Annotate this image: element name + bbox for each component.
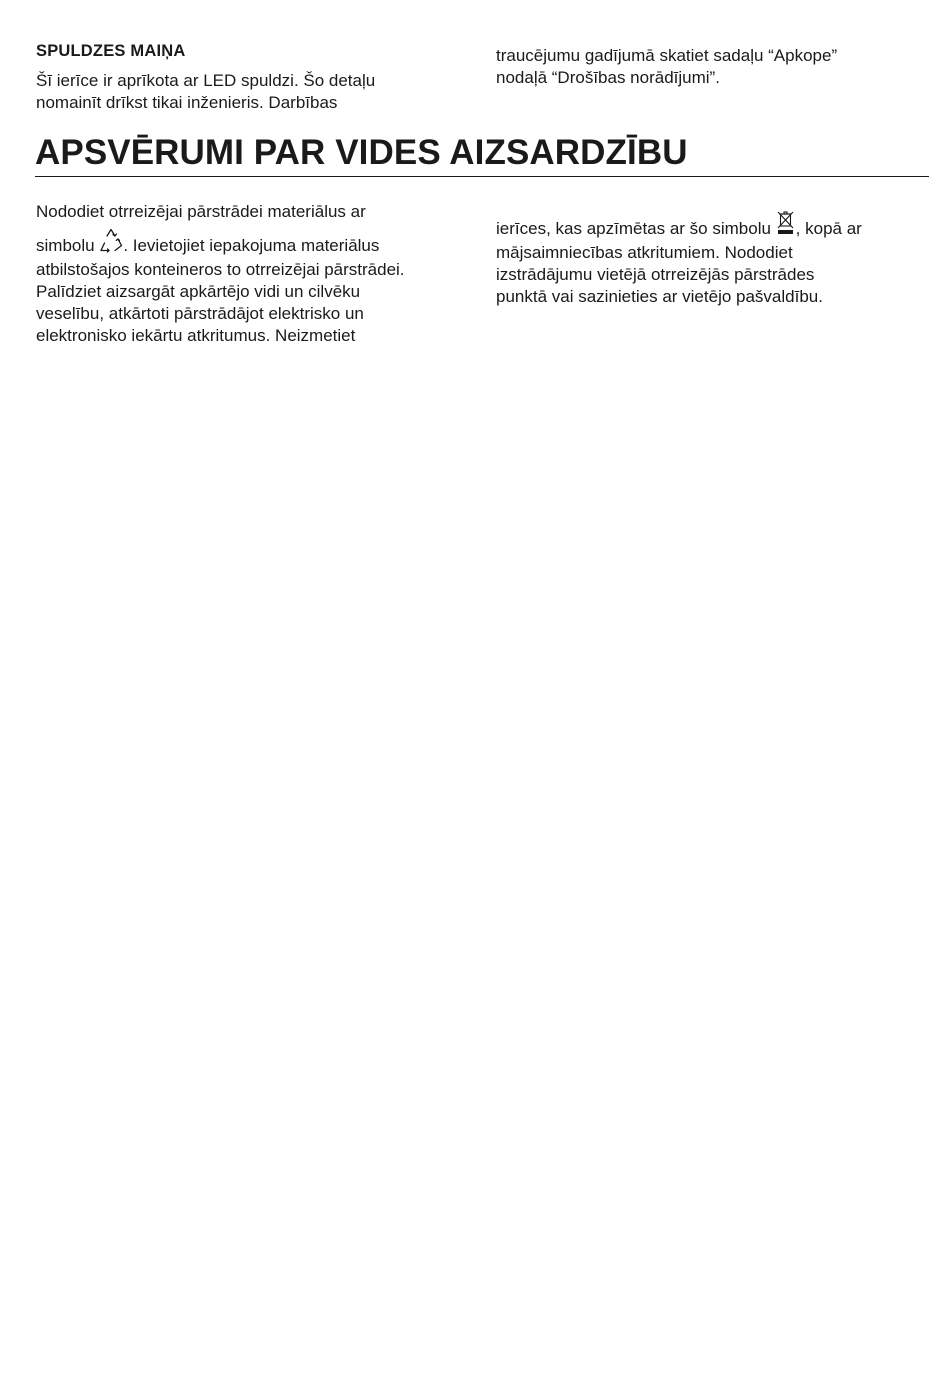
text-fragment: ierīces, kas apzīmētas ar šo simbolu [496,219,776,238]
text-line: Nododiet otrreizējai pārstrādei materiālus ar [36,202,366,221]
text-line-with-icon [496,210,926,242]
environment-text-right [496,210,926,308]
text-fragment: simbolu [36,236,100,255]
text-line: atbilstošajos konteineros to otrreizējai pārstrādei. [36,260,405,279]
text-line: Šī ierīce ir aprīkota ar LED spuldzi. Šo detaļu [36,71,376,90]
text-line: nomainīt drīkst tikai inženieris. Darbības [36,93,338,112]
section-heading-bulb-replacement: SPULDZES MAIŅA [36,42,186,60]
text-line: nodaļā “Drošības norādījumi”. [496,68,720,87]
text-line: traucējumu gadījumā skatiet sadaļu “Apkope” [496,46,838,65]
text-line: punktā vai sazinieties ar vietējo pašvaldību. [496,287,823,306]
bulb-replacement-text-left [36,70,476,114]
environment-text-left [36,201,476,347]
text-line: izstrādājumu vietējā otrreizējās pārstrādes [496,265,815,284]
text-line: elektronisko iekārtu atkritumus. Neizmetiet [36,326,356,345]
text-fragment: . Ievietojiet iepakojuma materiālus [123,236,380,255]
text-line: Palīdziet aizsargāt apkārtējo vidi un cilvēku [36,282,361,301]
crossed-out-bin-icon [776,210,796,242]
text-fragment: , kopā ar [795,219,862,238]
text-line: mājsaimniecības atkritumiem. Nododiet [496,243,793,262]
text-line: veselību, atkārtoti pārstrādājot elektrisko un [36,304,364,323]
bulb-replacement-text-right [496,45,926,89]
recycle-icon [99,227,123,259]
section-heading-environment: APSVĒRUMI PAR VIDES AIZSARDZĪBU [35,132,929,177]
text-line-with-icon [36,227,476,259]
